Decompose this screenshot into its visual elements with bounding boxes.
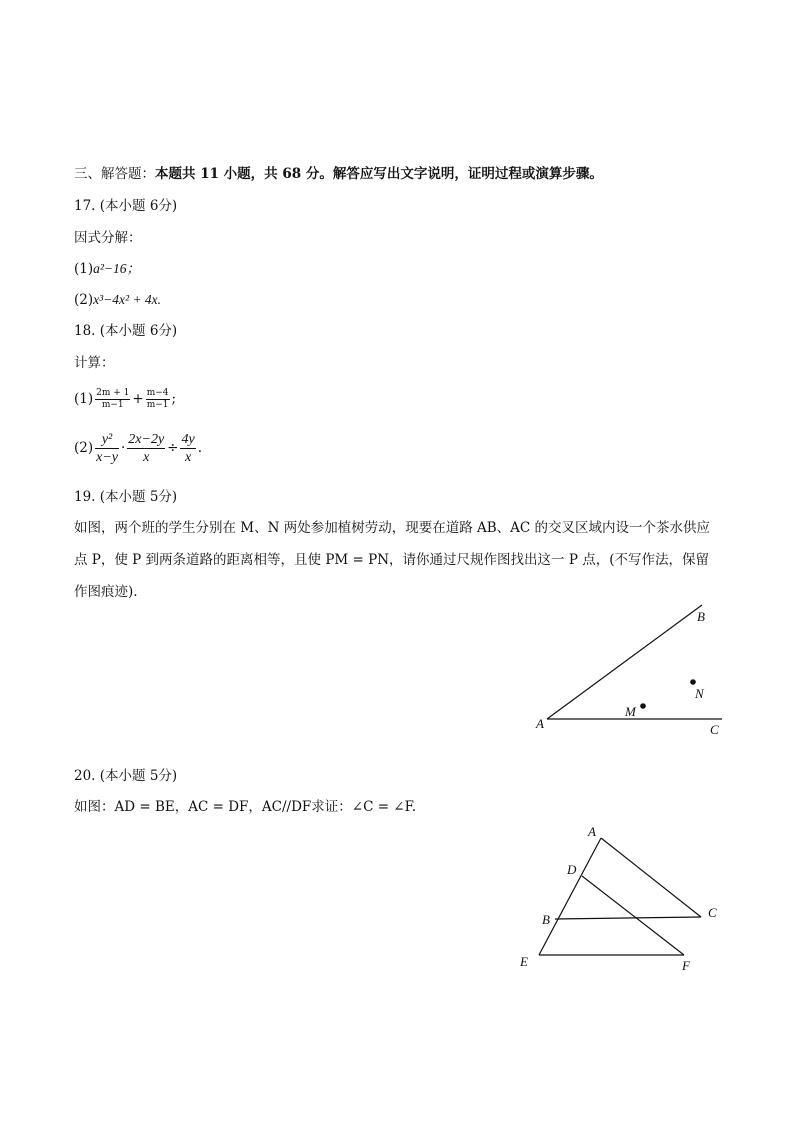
q18-part1-end: ; <box>171 391 177 407</box>
q18-part2-label: (2) <box>74 440 94 456</box>
q20-title: 20. (本小题 5分) <box>74 768 178 784</box>
q20-statement: 如图：AD = BE，AC = DF，AC//DF求证：∠C = ∠F. <box>74 799 417 815</box>
q19-text-line-1: 如图，两个班的学生分别在 M、N 两处参加植树劳动，现要在道路 AB、AC 的交叉区域内设一个茶水供应 <box>74 520 711 536</box>
q19-figure <box>525 600 735 745</box>
section-prefix: 三、解答题： <box>74 166 155 182</box>
q18-part2-dot: · <box>121 440 126 456</box>
q17-part1 <box>74 259 140 279</box>
q20-label-a: A <box>588 824 596 839</box>
q18-part2-f3-numerator: 4y <box>181 432 195 447</box>
q18-part1 <box>74 385 176 413</box>
q18-part2-f1-denominator: x−y <box>96 450 118 465</box>
q18-part2-fraction-1 <box>95 431 119 466</box>
q18-part2-fraction-2 <box>127 431 165 466</box>
q19-text-line-2: 点 P，使 P 到两条道路的距离相等，且使 PM = PN，请你通过尺规作图找出这一 P 点，(不写作法，保留 <box>74 552 709 568</box>
q20-label-b: B <box>542 912 550 927</box>
q19-label-a: A <box>536 716 544 731</box>
q19-road-ab <box>547 605 702 719</box>
q20-segment-ae <box>539 838 601 955</box>
q18-part1-fraction-1 <box>95 388 130 411</box>
q20-segment-bc <box>555 917 701 919</box>
q18-part1-f1-denominator: m−1 <box>101 400 124 410</box>
q19-title: 19. (本小题 5分) <box>74 489 178 505</box>
q20-segment-ac <box>601 838 701 917</box>
q18-part1-f1-numerator: 2m + 1 <box>96 388 130 398</box>
q18-part2 <box>74 428 202 468</box>
q20-label-c: C <box>708 905 717 920</box>
q18-prompt: 计算： <box>74 355 115 371</box>
section-heading <box>74 164 603 184</box>
q19-text-line-3: 作图痕迹). <box>74 584 138 600</box>
q18-part2-divide: ÷ <box>167 440 179 456</box>
q19-label-m: M <box>625 704 636 719</box>
q18-part2-f1-numerator: y² <box>95 431 119 449</box>
q18-part2-fraction-3 <box>180 431 195 466</box>
q18-part1-plus: + <box>132 391 144 407</box>
q18-part2-f2-denominator: x <box>143 450 150 465</box>
q17-part1-expr: a²−16； <box>93 261 141 276</box>
q19-label-n: N <box>695 686 704 701</box>
q19-label-b: B <box>697 609 705 624</box>
q18-part1-label: (1) <box>74 391 94 407</box>
q19-point-n <box>690 679 696 685</box>
q18-part1-fraction-2 <box>146 388 170 411</box>
q20-figure <box>510 820 725 975</box>
q18-part1-f2-denominator: m−1 <box>146 400 169 410</box>
q18-title: 18. (本小题 6分) <box>74 323 178 339</box>
q17-part1-label: (1) <box>74 261 94 277</box>
section-heading-text: 本题共 11 小题，共 68 分。解答应写出文字说明，证明过程或演算步骤。 <box>155 166 603 182</box>
q17-part2-label: (2) <box>74 292 94 308</box>
q17-part2 <box>74 290 161 310</box>
q18-part2-f3-denominator: x <box>184 450 192 465</box>
q18-part1-f2-numerator: m−4 <box>146 388 169 398</box>
q18-part2-end: . <box>197 440 202 456</box>
q20-label-f: F <box>682 958 690 973</box>
q19-point-m <box>640 703 646 709</box>
q17-part2-expr: x³−4x² + 4x. <box>93 292 162 307</box>
q20-label-d: D <box>567 862 577 877</box>
q17-prompt: 因式分解： <box>74 230 142 246</box>
q19-label-c: C <box>710 722 719 737</box>
q17-title: 17. (本小题 6分) <box>74 198 178 214</box>
q20-label-e: E <box>520 954 528 969</box>
q18-part2-f2-numerator: 2x−2y <box>128 432 165 447</box>
q20-segment-df <box>582 876 684 955</box>
